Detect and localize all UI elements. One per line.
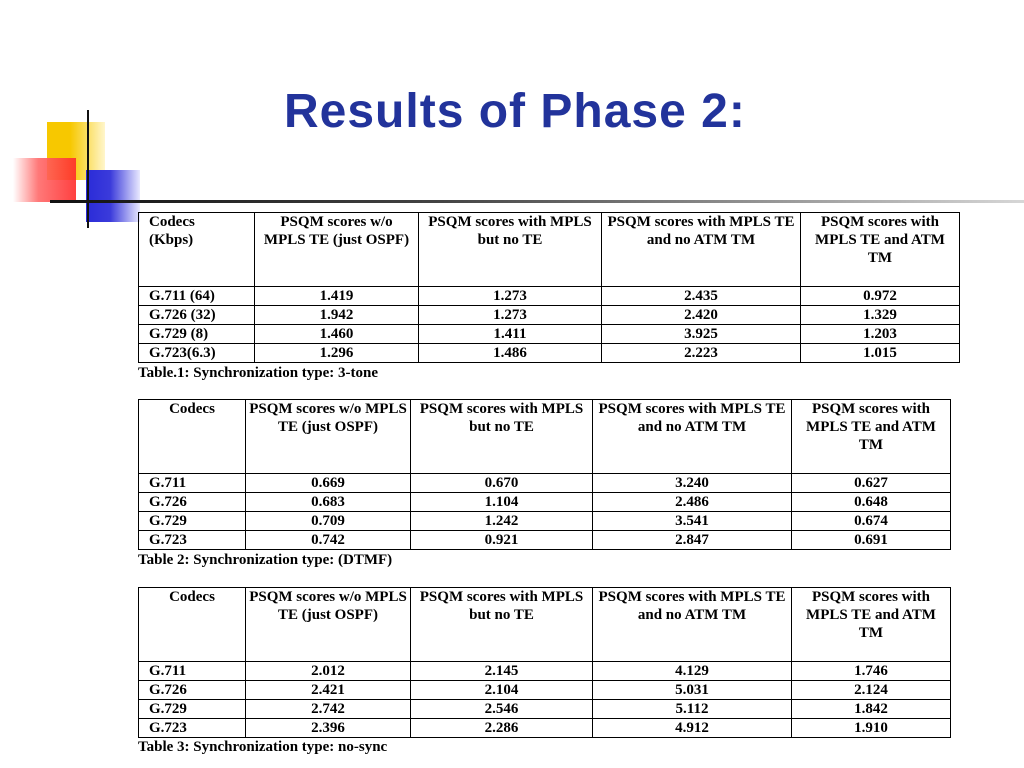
table-row	[139, 306, 960, 325]
header-codecs: Codecs	[139, 588, 246, 662]
table-header-row	[139, 588, 951, 662]
score-cell: 1.329	[801, 306, 960, 325]
score-cell: 0.709	[246, 512, 411, 531]
score-cell: 2.546	[411, 700, 593, 719]
codec-cell: G.726 (32)	[139, 306, 255, 325]
score-cell: 1.942	[255, 306, 419, 325]
score-cell: 0.921	[411, 531, 593, 550]
score-cell: 0.670	[411, 474, 593, 493]
codec-cell: G.726	[139, 493, 246, 512]
results-table-1	[138, 212, 960, 363]
score-cell: 2.396	[246, 719, 411, 738]
header-no-mpls: PSQM scores w/o MPLS TE (just OSPF)	[246, 588, 411, 662]
header-mpls-te-atm: PSQM scores with MPLS TE and ATM TM	[792, 400, 951, 474]
table-row	[139, 493, 951, 512]
header-mpls-te-no-atm: PSQM scores with MPLS TE and no ATM TM	[593, 400, 792, 474]
table-row	[139, 700, 951, 719]
codec-cell: G.726	[139, 681, 246, 700]
score-cell: 4.129	[593, 662, 792, 681]
codec-cell: G.723	[139, 531, 246, 550]
score-cell: 2.435	[602, 287, 801, 306]
score-cell: 1.746	[792, 662, 951, 681]
score-cell: 1.460	[255, 325, 419, 344]
header-mpls-te-atm: PSQM scores with MPLS TE and ATM TM	[792, 588, 951, 662]
decor-vertical-line	[87, 110, 89, 228]
score-cell: 2.486	[593, 493, 792, 512]
score-cell: 2.421	[246, 681, 411, 700]
score-cell: 2.145	[411, 662, 593, 681]
score-cell: 0.627	[792, 474, 951, 493]
header-no-mpls: PSQM scores w/o MPLS TE (just OSPF)	[246, 400, 411, 474]
header-mpls-no-te: PSQM scores with MPLS but no TE	[411, 588, 593, 662]
header-mpls-te-atm: PSQM scores with MPLS TE and ATM TM	[801, 213, 960, 287]
table-row	[139, 287, 960, 306]
codec-cell: G.729	[139, 512, 246, 531]
header-mpls-no-te: PSQM scores with MPLS but no TE	[411, 400, 593, 474]
table-row	[139, 344, 960, 363]
table-header-row	[139, 213, 960, 287]
table-2-caption: Table 2: Synchronization type: (DTMF)	[138, 552, 393, 568]
decor-blue-square	[86, 170, 140, 222]
score-cell: 2.742	[246, 700, 411, 719]
score-cell: 2.012	[246, 662, 411, 681]
codec-cell: G.723(6.3)	[139, 344, 255, 363]
score-cell: 1.296	[255, 344, 419, 363]
table-row	[139, 681, 951, 700]
score-cell: 3.240	[593, 474, 792, 493]
score-cell: 2.286	[411, 719, 593, 738]
slide-title: Results of Phase 2:	[284, 85, 746, 138]
score-cell: 0.648	[792, 493, 951, 512]
header-mpls-no-te: PSQM scores with MPLS but no TE	[419, 213, 602, 287]
score-cell: 0.674	[792, 512, 951, 531]
codec-cell: G.711 (64)	[139, 287, 255, 306]
score-cell: 1.242	[411, 512, 593, 531]
score-cell: 4.912	[593, 719, 792, 738]
score-cell: 1.273	[419, 306, 602, 325]
header-codecs: Codecs	[139, 400, 246, 474]
header-mpls-te-no-atm: PSQM scores with MPLS TE and no ATM TM	[602, 213, 801, 287]
header-mpls-te-no-atm: PSQM scores with MPLS TE and no ATM TM	[593, 588, 792, 662]
score-cell: 2.420	[602, 306, 801, 325]
score-cell: 2.223	[602, 344, 801, 363]
score-cell: 0.683	[246, 493, 411, 512]
header-no-mpls: PSQM scores w/o MPLS TE (just OSPF)	[255, 213, 419, 287]
header-codecs: Codecs (Kbps)	[139, 213, 255, 287]
decor-red-square	[13, 158, 76, 202]
table-header-row	[139, 400, 951, 474]
score-cell: 0.972	[801, 287, 960, 306]
score-cell: 1.203	[801, 325, 960, 344]
results-table-2	[138, 399, 951, 550]
score-cell: 2.124	[792, 681, 951, 700]
score-cell: 2.847	[593, 531, 792, 550]
table-row	[139, 719, 951, 738]
results-table-3	[138, 587, 951, 738]
score-cell: 5.031	[593, 681, 792, 700]
table-row	[139, 512, 951, 531]
codec-cell: G.729	[139, 700, 246, 719]
codec-cell: G.711	[139, 474, 246, 493]
score-cell: 1.104	[411, 493, 593, 512]
score-cell: 1.842	[792, 700, 951, 719]
table-row	[139, 474, 951, 493]
score-cell: 1.411	[419, 325, 602, 344]
score-cell: 3.925	[602, 325, 801, 344]
score-cell: 1.015	[801, 344, 960, 363]
codec-cell: G.711	[139, 662, 246, 681]
score-cell: 1.273	[419, 287, 602, 306]
table-3-caption: Table 3: Synchronization type: no-sync	[138, 739, 388, 755]
codec-cell: G.723	[139, 719, 246, 738]
score-cell: 0.691	[792, 531, 951, 550]
title-underline	[50, 200, 1024, 203]
score-cell: 0.669	[246, 474, 411, 493]
score-cell: 3.541	[593, 512, 792, 531]
table-row	[139, 662, 951, 681]
score-cell: 1.486	[419, 344, 602, 363]
table-1-caption: Table.1: Synchronization type: 3-tone	[138, 365, 379, 381]
table-row	[139, 325, 960, 344]
table-row	[139, 531, 951, 550]
score-cell: 1.910	[792, 719, 951, 738]
codec-cell: G.729 (8)	[139, 325, 255, 344]
score-cell: 1.419	[255, 287, 419, 306]
score-cell: 0.742	[246, 531, 411, 550]
score-cell: 2.104	[411, 681, 593, 700]
score-cell: 5.112	[593, 700, 792, 719]
